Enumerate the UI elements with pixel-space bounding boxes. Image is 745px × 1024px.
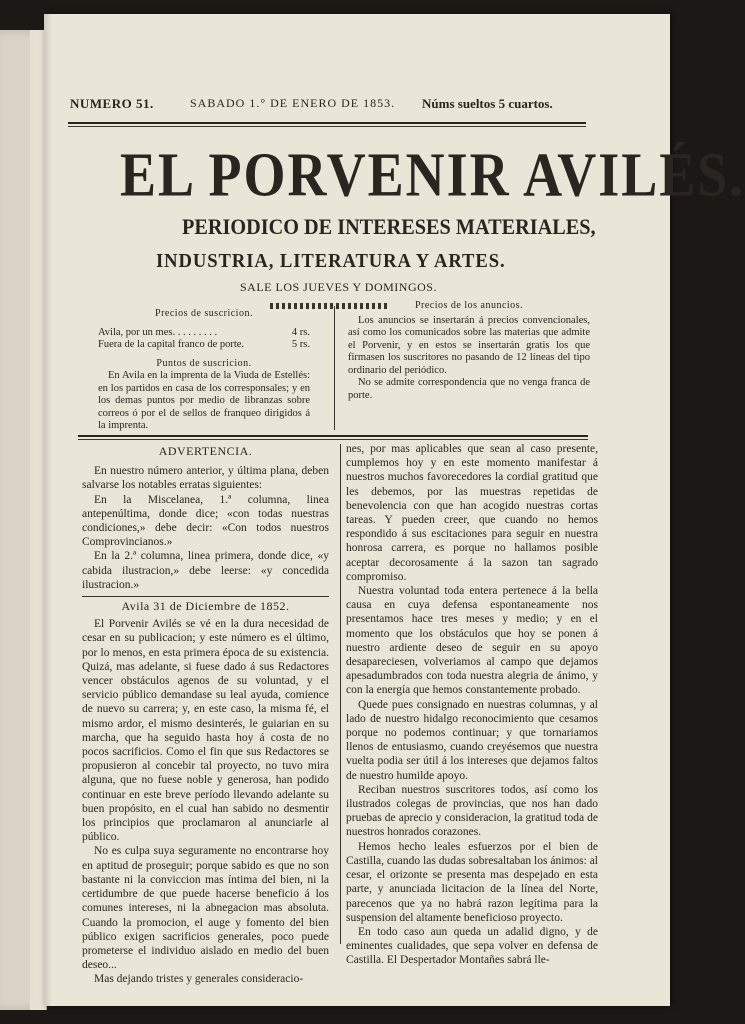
publication-schedule: SALE LOS JUEVES Y DOMINGOS. — [240, 280, 437, 294]
dateline: Avila 31 de Diciembre de 1852. — [121, 599, 290, 614]
article-paragraph: nes, por mas aplicables que sean al caso presente, cumplemos hoy y en este momento manifestar á nuestros muchos favorecedores la cordial gratitud que les debemos, por las muestras repetidas de benevolencia con que han acogido nuestras cortas tareas. Y pueden creer, que cuando no hemos respondido á sus escitaciones para seguir en nuestra honrosa carrera, es porque no hallamos posible aceptar decorosamente á la sazon tan sagrado compromiso. — [346, 443, 598, 583]
section-rule — [78, 435, 588, 437]
article-paragraph: Mas dejando tristes y generales consideracio- — [94, 973, 304, 986]
box-divider — [334, 306, 335, 430]
column-left — [82, 442, 329, 987]
article-paragraph: El Porvenir Avilés se vé en la dura necesidad de cesar en su publicacion; y este número es el último, por lo menos, en esta primera época de su existencia. Quizá, mas adelante, si fuese dado á sus Redactores vencer obstáculos agenos de su voluntad, y el servicio público demandase su leal ayuda, comience de nuevo su carrera; y, en este caso, la misma fé, el mismo ardor, el mismo desinterés, le guiarian en su marcha, que ha seguido hasta hoy á costa de no pocos sacrificios. Como el fin que sus Redactores se propusieron al concebir tal proyecto, no tuvo mira alguna, que no fuese noble y generosa, han podido continuar en este breve período llevando adelante su buen propósito, en el cual han sabido no desmentir los principios que proclamaron al anunciarle al público. — [82, 618, 329, 844]
ads-heading: Precios de los anuncios. — [414, 300, 524, 311]
article-paragraph: En todo caso aun queda un adalid digno, y de eminentes cualidades, que sepa volver en defensa de Castilla. El Despertador Montañes sabrá lle- — [346, 925, 598, 967]
subscription-row: Fuera de la capital franco de porte. 5 rs. — [98, 339, 310, 350]
article-paragraph: Quede pues consignado en nuestras columnas, y al lado de nuestro hidalgo reconocimiento que cesamos porque no podemos continuar; y que tornariamos llenos de entusiasmo, cuando creyésemos que nuestra vuelta podia ser útil á los intereses que dejamos faltos de nuestro humilde apoyo. — [346, 698, 598, 782]
article-paragraph: Reciban nuestros suscritores todos, así como los ilustrados colegas de provincias, que nos han dado pruebas de aprecio y consideracion, la gratitud toda de nuestros honrados corazones. — [346, 783, 598, 839]
ads-text-2: No se admite correspondencia que no venga franca de porte. — [348, 377, 590, 401]
masthead-subtitle: PERIODICO DE INTERESES MATERIALES, — [182, 214, 596, 239]
section-rule-thin — [78, 439, 588, 440]
points-heading: Puntos de suscricion. — [156, 357, 252, 369]
header-rule-thin — [68, 126, 586, 127]
notice-paragraph: En la 2.ª columna, linea primera, donde dice, «y cabida ilustracion,» debe leerse: «y concedida ilustracion.» — [82, 550, 329, 591]
header-rule — [68, 122, 586, 124]
masthead-subtitle-2: INDUSTRIA, LITERATURA Y ARTES. — [156, 250, 506, 272]
page-fold-shadow — [44, 14, 52, 1006]
masthead-title: EL PORVENIR AVILÉS. — [120, 140, 745, 210]
issue-price: Núms sueltos 5 cuartos. — [422, 96, 553, 111]
ads-text: Los anuncios se insertarán á precios convencionales, así como los comunicados sobre las materias que admite el Porvenir, y en estos se insertarán gratis los que firmasen los suscritores no pasando de 12 líneas del tipo ordinario del periódico. — [348, 314, 590, 376]
article-paragraph: Nuestra voluntad toda entera pertenece á la bella causa en cuya defensa espontaneamente nos presentamos hace tres meses y medio; y en el momento que los obstáculos que hoy se ponen á nuestro ardiente deseo de seguir en su apoyo desapareciesen, volveriamos al campo que dejamos apesadumbrados con toda nuestra alegria de ánimo, y con la energía que hemos constantemente probado. — [346, 585, 598, 697]
ads-box — [348, 300, 590, 402]
column-right — [346, 442, 598, 968]
points-text: En Avila en la imprenta de la Viuda de Estellés: en los partidos en casa de los corresponsales; y en los demas puntos por medio de libranzas sobre correos ó por el de sellos de franqueo dirigidos á la imprenta. — [98, 370, 310, 431]
notice-paragraph: En la Miscelanea, 1.ª columna, linea antepenúltima, donde dice; «con todas nuestras condiciones,» debe decir: «Con todos nuestros Comprovincianos.» — [82, 493, 329, 549]
subscription-row: Avila, por un mes. . . . . . . . . 4 rs. — [98, 326, 310, 338]
article-rule — [82, 596, 329, 597]
column-divider — [340, 444, 341, 944]
issue-date: SABADO 1.° DE ENERO DE 1853. — [190, 96, 396, 110]
article-paragraph: No es culpa suya seguramente no encontrarse hoy en aptitud de proseguir; porque sabido es que no son bastante ni la conviccion mas íntima del bien, ni la certidumbre de que puede hacerse beneficio á los comunes intereses, ni la abnegacion mas absoluta. Cuando la promocion, el auge y fomento del bien público exigen sacrificios generales, poco puede prometerse el individuo aislado en medio del buen deseo... — [82, 845, 329, 972]
article-paragraph: Hemos hecho leales esfuerzos por el bien de Castilla, cuando las dudas sobresaltaban los ánimos: al cesar, el orizonte se presenta mas despejado en esta parte, y anunciada licitacion de la línea del Norte, parecenos que ya no habrá razon legítima para la suspension del altamente beneficioso proyecto. — [346, 840, 598, 924]
issue-number: NUMERO 51. — [70, 96, 154, 111]
subscription-box — [98, 308, 310, 433]
subscription-heading: Precios de suscricion. — [155, 308, 253, 319]
newspaper-page — [44, 14, 745, 1006]
notice-paragraph: En nuestro número anterior, y última plana, deben salvarse los notables erratas siguientes: — [82, 465, 329, 492]
notice-heading: ADVERTENCIA. — [158, 444, 253, 458]
